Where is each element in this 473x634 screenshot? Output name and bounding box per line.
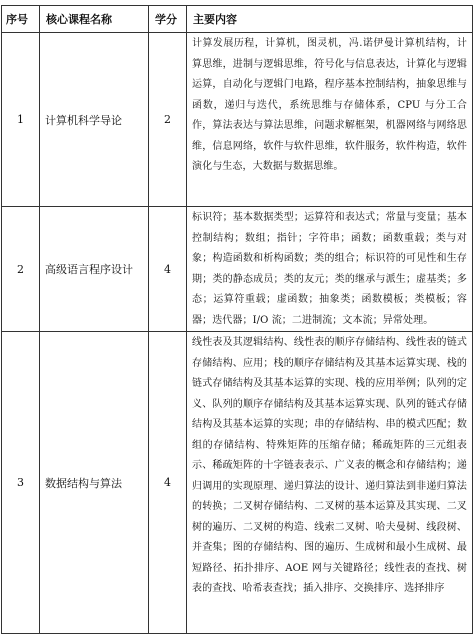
header-main-content: 主要内容 (187, 6, 473, 33)
header-credit: 学分 (149, 6, 187, 33)
row-credit-cell: 2 (149, 33, 187, 207)
row-credit-cell: 4 (149, 207, 187, 332)
row-seq-cell: 2 (2, 207, 40, 332)
header-course-name: 核心课程名称 (40, 6, 149, 33)
row-course-name-cell: 数据结构与算法 (40, 332, 149, 634)
row-content-cell: 标识符；基本数据类型；运算符和表达式；常量与变量；基本控制结构；数组；指针；字符串；函数；函数重载；类与对象；构造函数和析构函数；类的组合；标识符的可见性和生存期；类的静态成员；类的友元；类的继承与派生；虚基类；多态；运算符重载；虚函数；抽象类；函数模板；类模板；容器；迭代器；I/O 流；二进制流；文本流；异常处理。 (187, 207, 473, 332)
row-course-name-cell: 计算机科学导论 (40, 33, 149, 207)
row-seq-cell: 3 (2, 332, 40, 634)
core-course-table (1, 5, 473, 634)
table-header-row (2, 6, 473, 33)
row-course-name-cell: 高级语言程序设计 (40, 207, 149, 332)
table-row (2, 332, 473, 634)
table-row (2, 207, 473, 332)
row-content-cell: 计算发展历程，计算机，图灵机，冯.诺伊曼计算机结构，计算思维，进制与逻辑思维，符号化与信息表达，计算化与逻辑运算，自动化与逻辑门电路，程序基本控制结构，抽象思维与函数，递归与迭代，系统思维与存储体系，CPU 与分工合作，算法表达与算法思维，问题求解框架，机器网络与网络思维，信息网络，软件与软件思维，软件服务，软件构造，软件演化与生态，大数据与数据思维。 (187, 33, 473, 207)
row-credit-cell: 4 (149, 332, 187, 634)
header-seq: 序号 (2, 6, 40, 33)
table-row (2, 33, 473, 207)
row-seq-cell: 1 (2, 33, 40, 207)
row-content-cell: 线性表及其逻辑结构、线性表的顺序存储结构、线性表的链式存储结构、应用；栈的顺序存储结构及其基本运算实现、栈的链式存储结构及其基本运算的实现、栈的应用举例；队列的定义、队列的顺序存储结构及其基本运算实现、队列的链式存储结构及其基本运算的实现；串的存储结构、串的模式匹配；数组的存储结构、特殊矩阵的压缩存储；稀疏矩阵的三元组表示、稀疏矩阵的十字链表表示、广义表的概念和存储结构；递归调用的实现原理、递归算法的设计、递归算法到非递归算法的转换；二叉树存储结构、二叉树的基本运算及其实现、二叉树的遍历、二叉树的构造、线索二叉树、哈夫曼树、线段树、并查集；图的存储结构、图的遍历、生成树和最小生成树、最短路径、拓扑排序、AOE 网与关键路径；线性表的查找、树表的查找、哈希表查找；插入排序、交换排序、选择排序 (187, 332, 473, 634)
